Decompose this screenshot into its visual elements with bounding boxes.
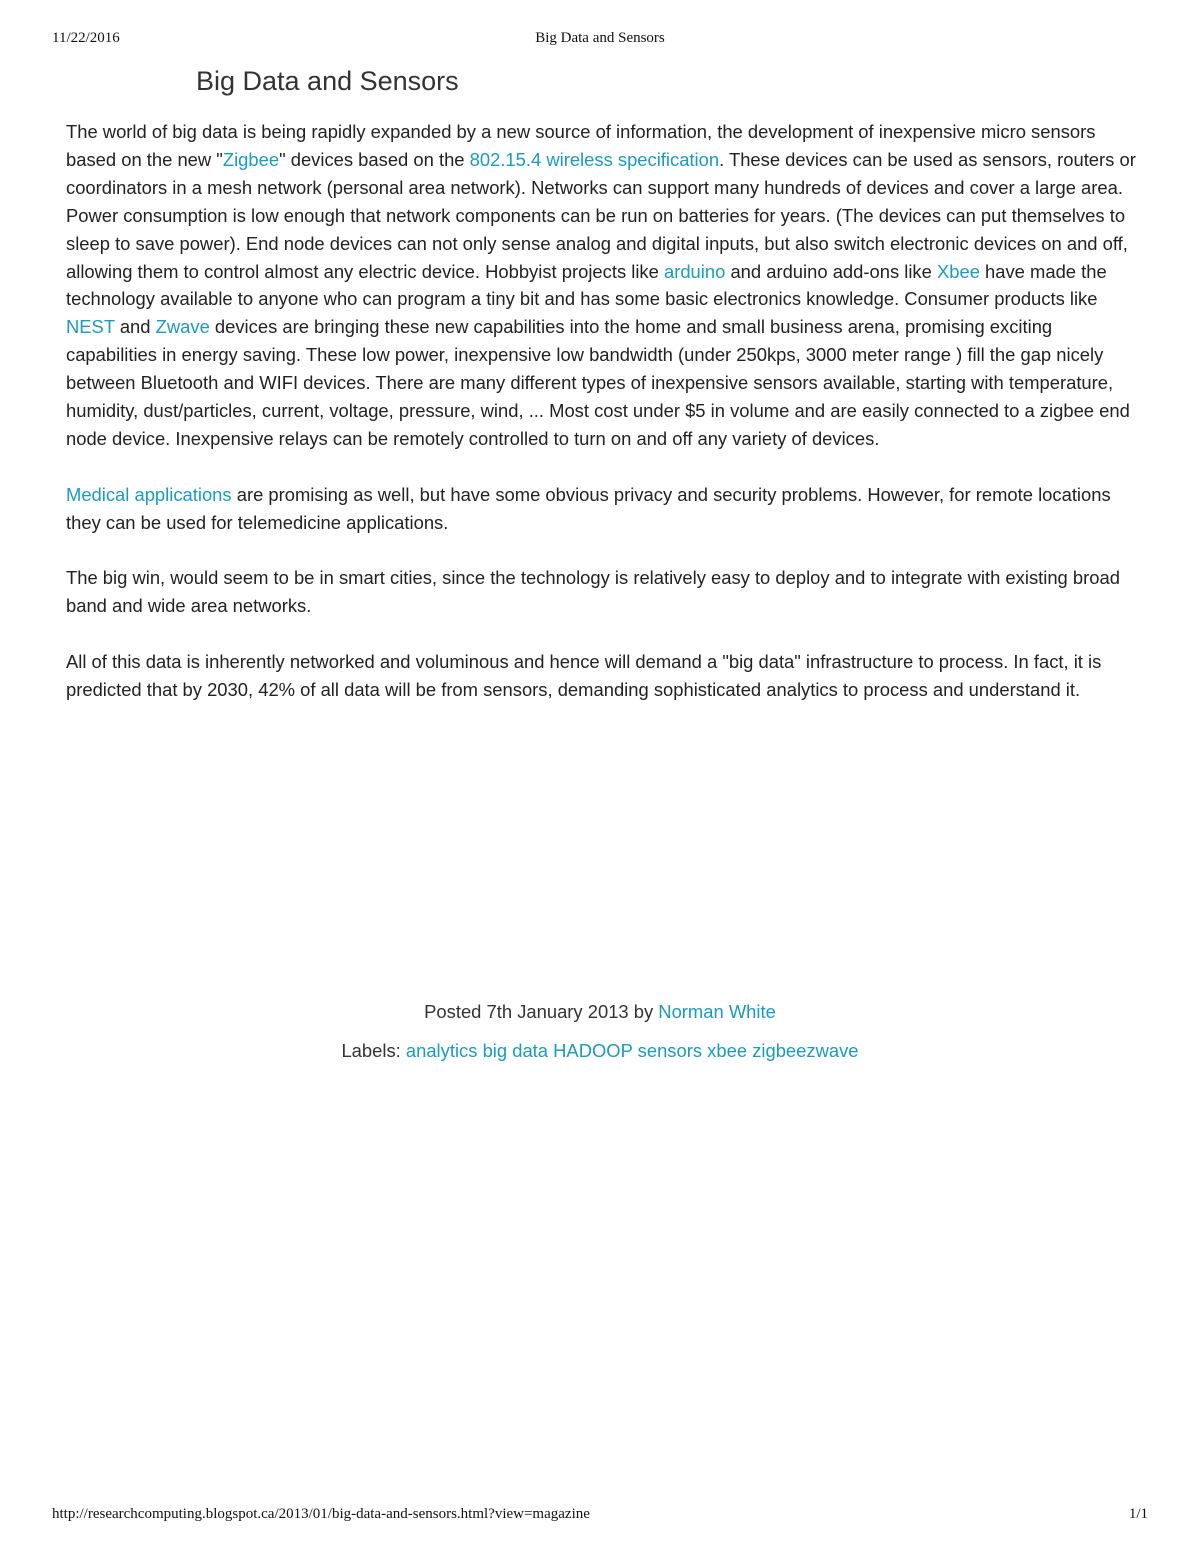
label-link[interactable]: zigbee [752, 1040, 807, 1061]
print-footer [52, 1506, 1148, 1526]
paragraph-intro: The world of big data is being rapidly expanded by a new source of information, the development of inexpensive micro sensors based on the new "Zigbee" devices based on the 802.15.4 wireless specification. These devices can be used as sensors, routers or coordinators in a mesh network (personal area network). Networks can support many hundreds of devices and cover a large area. Power consumption is low enough that network components can be run on batteries for years. (The devices can put themselves to sleep to save power). End node devices can not only sense analog and digital inputs, but also switch electronic devices on and off, allowing them to control almost any electric device. Hobbyist projects like arduino and arduino add-ons like Xbee have made the technology available to anyone who can program a tiny bit and has some basic electronics knowledge. Consumer products like NEST and Zwave devices are bringing these new capabilities into the home and small business arena, promising exciting capabilities in energy saving. These low power, inexpensive low bandwidth (under 250kps, 3000 meter range ) fill the gap nicely between Bluetooth and WIFI devices. There are many different types of inexpensive sensors available, starting with temperature, humidity, dust/particles, current, voltage, pressure, wind, ... Most cost under $5 in volume and are easily connected to a zigbee end node device. Inexpensive relays can be remotely controlled to turn on and off any variety of devices. [66, 121, 1136, 449]
link-xbee[interactable]: Xbee [936, 260, 980, 282]
link-nest[interactable]: NEST [66, 316, 115, 338]
print-url: http://researchcomputing.blogspot.ca/2013/01/big-data-and-sensors.html?view=magazine [52, 1506, 590, 1522]
author-link[interactable]: Norman White [658, 1001, 776, 1022]
label-link[interactable]: sensors [637, 1040, 703, 1061]
link-zwave[interactable]: Zwave [155, 316, 210, 338]
label-link[interactable]: HADOOP [553, 1040, 633, 1061]
print-date: 11/22/2016 [52, 30, 120, 46]
label-link[interactable]: analytics [405, 1040, 478, 1061]
paragraph-medical: Medical applications are promising as well, but have some obvious privacy and security problems. However, for remote locations they can be used for telemedicine applications. [66, 483, 1111, 533]
print-page-title: Big Data and Sensors [535, 30, 665, 46]
label-link[interactable]: zwave [806, 1040, 859, 1061]
label-link[interactable]: big data [482, 1040, 549, 1061]
link-medical-applications[interactable]: Medical applications [66, 483, 232, 505]
print-header [52, 30, 1148, 50]
link-wireless-spec[interactable]: 802.15.4 wireless specification [469, 148, 720, 170]
label-link[interactable]: xbee [707, 1040, 748, 1061]
post-footer [0, 998, 1200, 1076]
posted-line: Posted 7th January 2013 by Norman White [424, 1001, 776, 1022]
post-body [66, 118, 1146, 732]
post-title: Big Data and Sensors [196, 66, 459, 96]
link-arduino[interactable]: arduino [663, 260, 726, 282]
paragraph-smart-cities: The big win, would seem to be in smart cities, since the technology is relatively easy to deploy and to integrate with existing broad band and wide area networks. [66, 567, 1120, 617]
labels-line: Labels: analytics big data HADOOP sensors xbee zigbeezwave [341, 1040, 859, 1061]
link-zigbee[interactable]: Zigbee [222, 148, 280, 170]
print-page-number: 1/1 [1128, 1506, 1148, 1522]
paragraph-big-data: All of this data is inherently networked and voluminous and hence will demand a "big data" infrastructure to process. In fact, it is predicted that by 2030, 42% of all data will be from sensors, demanding sophisticated analytics to process and understand it. [66, 651, 1102, 701]
